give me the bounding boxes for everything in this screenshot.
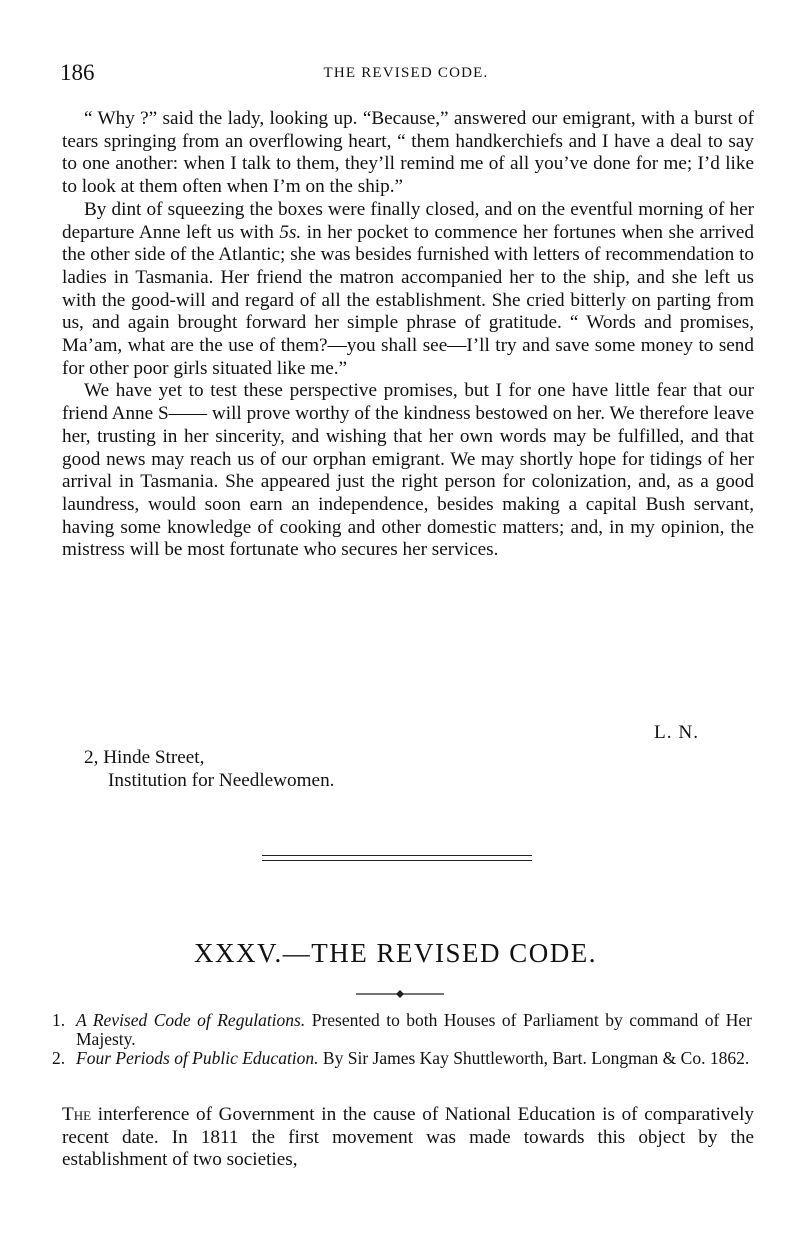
paragraph-opening: The interference of Government in the cause of National Education is of comparatively recent date. In 1811 the first movement was made towards this object by the establishment of two societies, bbox=[62, 1104, 754, 1171]
references-list bbox=[52, 1011, 752, 1068]
address-line-2: Institution for Needlewomen. bbox=[108, 770, 335, 791]
paragraph-1: “ Why ?” said the lady, looking up. “Because,” answered our emigrant, with a burst of tears springing from an overflowing heart, “ them handkerchiefs and I have a deal to say to one another: when I talk to them, they’ll remind me of all you’ve done for me; I’d like to look at them often when I’m on the ship.” bbox=[62, 108, 754, 198]
reference-title: A Revised Code of Regulations. bbox=[76, 1010, 306, 1030]
author-signature: L. N. bbox=[654, 722, 699, 743]
reference-item: 1. A Revised Code of Regulations. Presented to both Houses of Parliament by command of Her Majesty. bbox=[52, 1010, 752, 1049]
running-title: THE REVISED CODE. bbox=[323, 65, 489, 81]
chapter-title: XXXV.—THE REVISED CODE. bbox=[194, 938, 597, 968]
section-divider-bottom bbox=[262, 860, 532, 861]
paragraph-2: By dint of squeezing the boxes were finally closed, and on the eventful morning of her departure Anne left us with 5s. in her pocket to commence her fortunes when she arrived the other side of the Atlantic; she was besides furnished with letters of recommendation to ladies in Tasmania. Her friend the matron accompanied her to the ship, and she left us with the good-will and regard of all the establishment. She cried bitterly on parting from us, and again brought forward her simple phrase of gratitude. “ Words and promises, Ma’am, what are the use of them?—you shall see—I’ll try and save some money to send for other poor girls situated like me.” bbox=[62, 198, 754, 379]
ornament-rule-icon bbox=[356, 988, 444, 1000]
address-line-1: 2, Hinde Street, bbox=[84, 747, 205, 768]
article-text bbox=[62, 108, 754, 562]
paragraph-3: We have yet to test these perspective promises, but I for one have little fear that our friend Anne S—— will prove worthy of the kindness bestowed on her. We therefore leave her, trusting in her sincerity, and wishing that her own words may be fulfilled, and that good news may reach us of our orphan emigrant. We may shortly hope for tidings of her arrival in Tasmania. She appeared just the right person for colonization, and, as a good laundress, would soon earn an independence, besides making a capital Bush servant, having some knowledge of cooking and other domestic matters; and, in my opinion, the mistress will be most fortunate who secures her services. bbox=[62, 380, 754, 561]
page-number: 186 bbox=[60, 60, 95, 85]
page-header bbox=[60, 60, 752, 90]
author-address bbox=[84, 746, 334, 792]
chapter-opening-text bbox=[62, 1104, 754, 1172]
section-divider-top bbox=[262, 855, 532, 856]
reference-title: Four Periods of Public Education. bbox=[76, 1048, 319, 1068]
reference-item: 2. Four Periods of Public Education. By Sir James Kay Shuttleworth, Bart. Longman & Co. 1862. bbox=[52, 1048, 750, 1068]
currency-amount: 5s. bbox=[279, 221, 302, 243]
